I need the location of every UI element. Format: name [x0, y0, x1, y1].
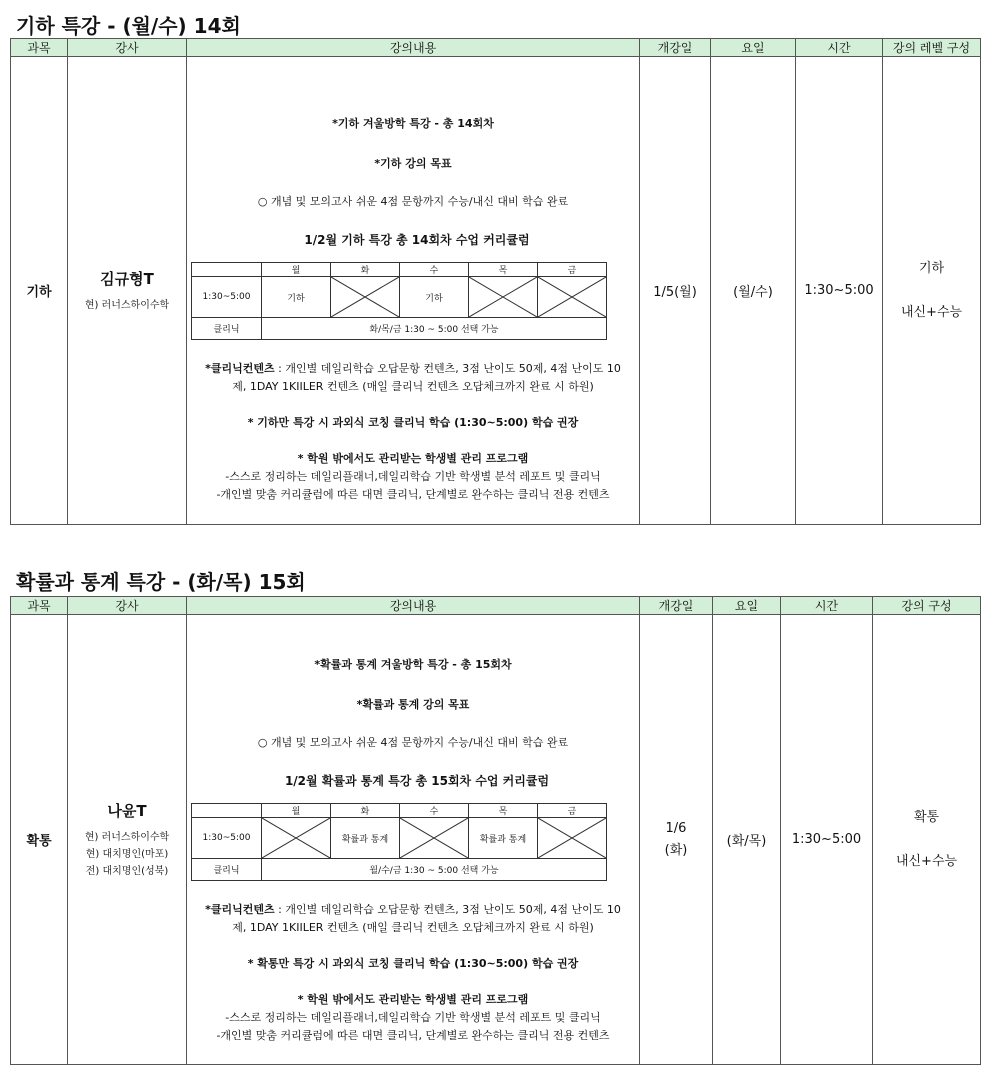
day-fri: 금: [538, 804, 607, 818]
day-tue: 화: [331, 804, 400, 818]
clinic-content: [187, 901, 639, 919]
subject-cell: 기하: [11, 57, 68, 525]
start-date-day: (화): [664, 842, 688, 858]
goal-text: ○ 개념 및 모의고사 쉬운 4점 문항까지 수능/내신 대비 학습 완료: [257, 736, 569, 749]
cross-mark-icon: [538, 277, 606, 317]
clinic-content-text: : 개인별 데일리학습 오답문항 컨텐츠, 3점 난이도 50제, 4점 난이도 10: [274, 903, 621, 916]
schedule-time: 1:30~5:00: [192, 818, 262, 859]
clinic-text: 화/목/금 1:30 ~ 5:00 선택 가능: [262, 318, 607, 340]
clinic-content: [187, 360, 639, 378]
teacher-credential: 현) 러너스하이수학: [84, 831, 170, 843]
day-wed: 수: [400, 263, 469, 277]
header-level: 강의 레벨 구성: [883, 39, 981, 57]
schedule-corner: [192, 804, 262, 818]
program-line: -스스로 정리하는 데일리플래너,데일리학습 기반 학생별 분석 레포트 및 클리닉: [225, 1011, 601, 1024]
day-mon: 월: [262, 804, 331, 818]
start-date-cell: [640, 615, 713, 1065]
program-title: * 학원 밖에서도 관리받는 학생별 관리 프로그램: [297, 452, 529, 465]
schedule-cell-wed-empty: [400, 818, 469, 859]
table-row: [11, 57, 981, 525]
schedule-clinic-row: [192, 859, 607, 881]
program-line: -개인별 맞춤 커리큘럼에 따른 대면 클리닉, 단계별로 완수하는 클리닉 전용 컨텐츠: [216, 1029, 610, 1042]
section-title: 확률과 통계 특강 - (화/목) 15회: [16, 570, 306, 594]
recommend-text: * 기하만 특강 시 과외식 코칭 클리닉 학습 (1:30~5:00) 학습 권장: [247, 416, 579, 429]
schedule-class-row: [192, 277, 607, 318]
day-wed: 수: [400, 804, 469, 818]
schedule-clinic-row: [192, 318, 607, 340]
schedule-header-row: [192, 804, 607, 818]
schedule-cell-wed: 기하: [400, 277, 469, 318]
schedule-cell-tue: 확률과 통계: [331, 818, 400, 859]
content-headline: *기하 겨울방학 특강 - 총 14회차: [332, 117, 494, 130]
course-table: [10, 38, 981, 525]
day-tue: 화: [331, 263, 400, 277]
days-cell: (월/수): [711, 57, 796, 525]
cross-mark-icon: [400, 818, 468, 858]
teacher-cell: [68, 615, 187, 1065]
clinic-label: 클리닉: [192, 859, 262, 881]
schedule-class-row: [192, 818, 607, 859]
cross-mark-icon: [538, 818, 606, 858]
header-subject: 과목: [11, 597, 68, 615]
start-date: 1/6: [665, 820, 687, 836]
table-header-row: [11, 597, 981, 615]
composition-cell: [873, 615, 981, 1065]
clinic-content-text-continued: 제, 1DAY 1KIILER 컨텐츠 (매일 클리닉 컨텐츠 오답체크까지 완료 시 하원): [232, 380, 594, 393]
clinic-content-label: *클리닉컨텐츠: [205, 903, 275, 916]
curriculum-title: 1/2월 기하 특강 총 14회차 수업 커리큘럼: [304, 233, 530, 247]
level-subject: 기하: [918, 260, 945, 276]
header-start-date: 개강일: [640, 39, 711, 57]
time-cell: 1:30~5:00: [781, 615, 873, 1065]
cross-mark-icon: [262, 818, 330, 858]
clinic-content-text-continued: 제, 1DAY 1KIILER 컨텐츠 (매일 클리닉 컨텐츠 오답체크까지 완료 시 하원): [232, 921, 594, 934]
clinic-content-text: : 개인별 데일리학습 오답문항 컨텐츠, 3점 난이도 50제, 4점 난이도 10: [274, 362, 621, 375]
subject-cell: 확통: [11, 615, 68, 1065]
program-line: -개인별 맞춤 커리큘럼에 따른 대면 클리닉, 단계별로 완수하는 클리닉 전용 컨텐츠: [216, 488, 610, 501]
start-date-cell: [640, 57, 711, 525]
table-row: [11, 615, 981, 1065]
schedule-header-row: [192, 263, 607, 277]
schedule-time: 1:30~5:00: [192, 277, 262, 318]
program-line: -스스로 정리하는 데일리플래너,데일리학습 기반 학생별 분석 레포트 및 클리닉: [225, 470, 601, 483]
day-mon: 월: [262, 263, 331, 277]
table-header-row: [11, 39, 981, 57]
schedule-table: [191, 803, 607, 881]
level-scope: 내신+수능: [900, 304, 963, 320]
teacher-credential: 현) 러너스하이수학: [84, 299, 170, 311]
recommend-text: * 확통만 특강 시 과외식 코칭 클리닉 학습 (1:30~5:00) 학습 권장: [247, 957, 579, 970]
cross-mark-icon: [469, 277, 537, 317]
schedule-cell-fri-empty: [538, 818, 607, 859]
header-days: 요일: [711, 39, 796, 57]
section-title: 기하 특강 - (월/수) 14회: [16, 14, 241, 38]
time-cell: 1:30~5:00: [796, 57, 883, 525]
schedule-table: [191, 262, 607, 340]
clinic-label: 클리닉: [192, 318, 262, 340]
schedule-cell-mon: 기하: [262, 277, 331, 318]
schedule-cell-tue-empty: [331, 277, 400, 318]
teacher-cell: [68, 57, 187, 525]
content-headline: *확률과 통계 겨울방학 특강 - 총 15회차: [314, 658, 512, 671]
goal-heading: *기하 강의 목표: [374, 157, 452, 170]
cross-mark-icon: [331, 277, 399, 317]
teacher-name: 나윤T: [107, 801, 147, 820]
day-thu: 목: [469, 263, 538, 277]
content-cell: [187, 615, 640, 1065]
schedule-cell-mon-empty: [262, 818, 331, 859]
goal-text: ○ 개념 및 모의고사 쉬운 4점 문항까지 수능/내신 대비 학습 완료: [257, 195, 569, 208]
days-cell: (화/목): [713, 615, 781, 1065]
course-table: [10, 596, 981, 1065]
header-teacher: 강사: [68, 597, 187, 615]
schedule-cell-thu-empty: [469, 277, 538, 318]
header-teacher: 강사: [68, 39, 187, 57]
header-content: 강의내용: [187, 597, 640, 615]
clinic-content-label: *클리닉컨텐츠: [205, 362, 275, 375]
schedule-cell-thu: 확률과 통계: [469, 818, 538, 859]
start-date: 1/5(월): [653, 285, 697, 300]
teacher-credential: 현) 대치명인(마포): [85, 848, 169, 860]
curriculum-title: 1/2월 확률과 통계 특강 총 15회차 수업 커리큘럼: [284, 774, 550, 788]
header-composition: 강의 구성: [873, 597, 981, 615]
teacher-name: 김규형T: [100, 269, 154, 288]
teacher-credential: 전) 대치명인(성북): [85, 865, 169, 877]
day-fri: 금: [538, 263, 607, 277]
content-cell: [187, 57, 640, 525]
schedule-cell-fri-empty: [538, 277, 607, 318]
program-title: * 학원 밖에서도 관리받는 학생별 관리 프로그램: [297, 993, 529, 1006]
clinic-text: 월/수/금 1:30 ~ 5:00 선택 가능: [262, 859, 607, 881]
level-cell: [883, 57, 981, 525]
goal-heading: *확률과 통계 강의 목표: [356, 698, 470, 711]
composition-subject: 확통: [913, 809, 940, 825]
header-subject: 과목: [11, 39, 68, 57]
composition-scope: 내신+수능: [895, 853, 958, 869]
header-days: 요일: [713, 597, 781, 615]
header-time: 시간: [796, 39, 883, 57]
header-start-date: 개강일: [640, 597, 713, 615]
header-content: 강의내용: [187, 39, 640, 57]
header-time: 시간: [781, 597, 873, 615]
schedule-corner: [192, 263, 262, 277]
day-thu: 목: [469, 804, 538, 818]
